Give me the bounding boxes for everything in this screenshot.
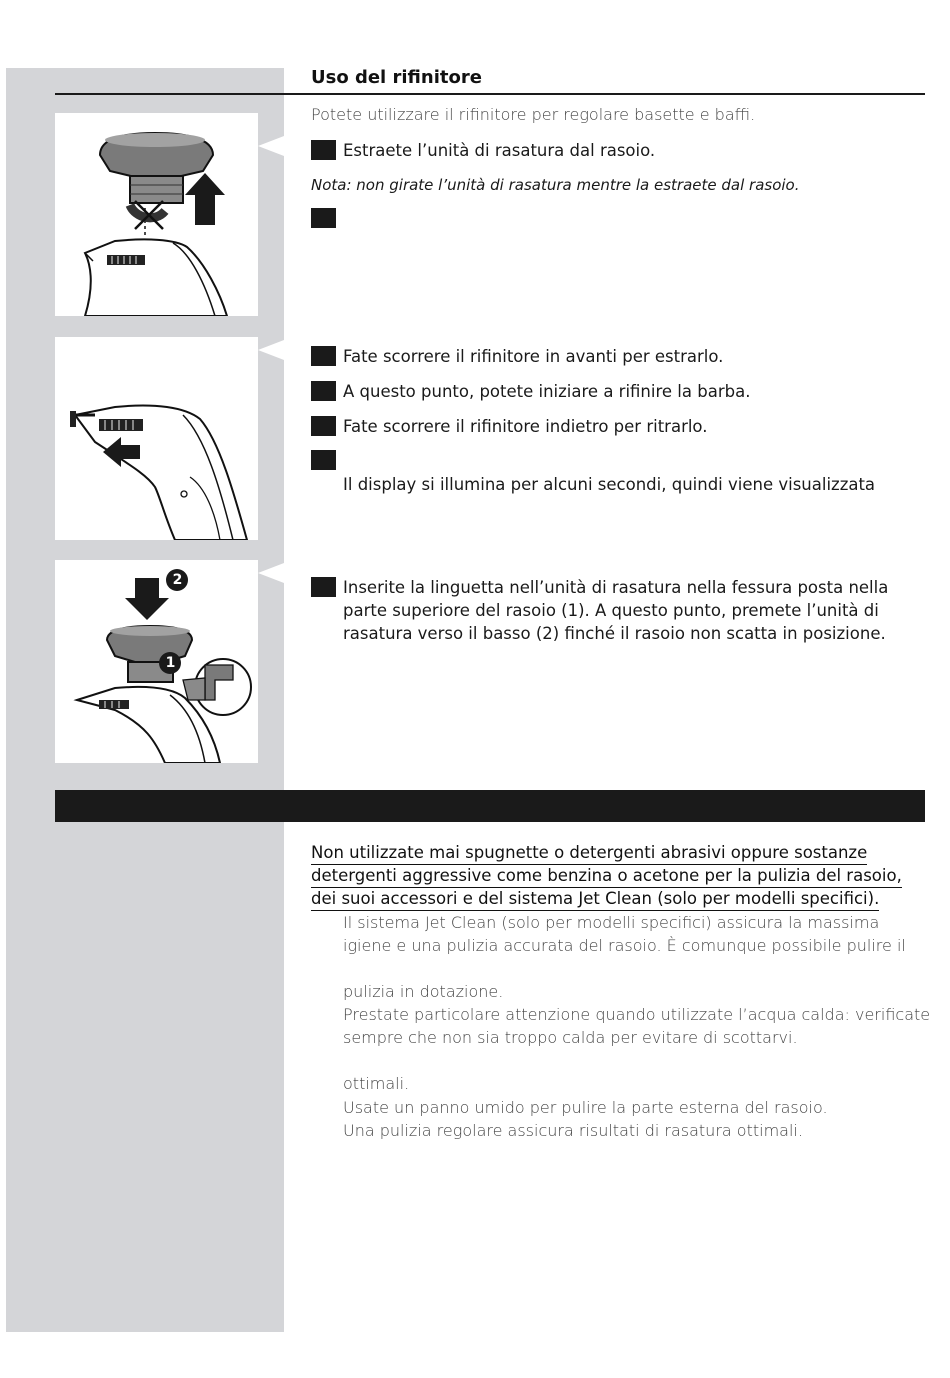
- step-slide-back: Fate scorrere il rifinitore indietro per ritrarlo.: [343, 417, 708, 436]
- step-marker: [311, 381, 336, 401]
- step-slide-out: Fate scorrere il rifinitore in avanti per estrarlo.: [343, 347, 724, 366]
- cleaning-line: pulizia in dotazione.: [343, 982, 504, 1001]
- cleaning-line: igiene e una pulizia accurata del rasoio. È comunque possibile pulire il: [343, 936, 906, 955]
- title-rule: [55, 93, 925, 95]
- display-text: Il display si illumina per alcuni secondi, quindi viene visualizzata: [343, 475, 876, 494]
- step-trim: A questo punto, potete iniziare a rifinire la barba.: [343, 382, 751, 401]
- illustration-pointer: [258, 563, 284, 583]
- badge-1-label: 1: [165, 655, 176, 671]
- illustration-trimmer-slide: [55, 337, 258, 540]
- illustration-pointer: [258, 136, 284, 156]
- section-band: [55, 790, 925, 822]
- cleaning-line: sempre che non sia troppo calda per evitare di scottarvi.: [343, 1028, 798, 1047]
- badge-2-label: 2: [172, 572, 183, 588]
- remove-head-drawing: [55, 113, 258, 316]
- step-marker: [311, 577, 336, 597]
- step-attach-line-2: parte superiore del rasoio (1). A questo punto, premete l’unità di: [343, 601, 879, 620]
- illustration-remove-head: [55, 113, 258, 316]
- step-remove-head: Estraete l’unità di rasatura dal rasoio.: [343, 141, 656, 160]
- step-marker: [311, 208, 336, 228]
- step-marker: [311, 140, 336, 160]
- section-title: Uso del rifinitore: [311, 67, 482, 88]
- illustration-attach-head: [55, 560, 258, 763]
- step-marker: [311, 416, 336, 436]
- step-attach-line-3: rasatura verso il basso (2) finché il rasoio non scatta in posizione.: [343, 624, 886, 643]
- attach-head-drawing: [55, 560, 258, 763]
- cleaning-line: Usate un panno umido per pulire la parte esterna del rasoio.: [343, 1098, 828, 1117]
- step-marker: [311, 450, 336, 470]
- warning-line-2: detergenti aggressive come benzina o acetone per la pulizia del rasoio,: [311, 865, 902, 888]
- warning-line-1: Non utilizzate mai spugnette o detergenti abrasivi oppure sostanze: [311, 842, 867, 865]
- warning-line-3: dei suoi accessori e del sistema Jet Clean (solo per modelli specifici).: [311, 888, 879, 911]
- intro-text: Potete utilizzare il rifinitore per regolare basette e baffi.: [311, 105, 756, 124]
- note-text: Nota: non girate l’unità di rasatura mentre la estraete dal rasoio.: [311, 176, 800, 194]
- step-attach-line-1: Inserite la linguetta nell’unità di rasatura nella fessura posta nella: [343, 578, 889, 597]
- cleaning-line: Il sistema Jet Clean (solo per modelli specifici) assicura la massima: [343, 913, 880, 932]
- illustration-pointer: [258, 340, 284, 360]
- cleaning-line: Prestate particolare attenzione quando utilizzate l’acqua calda: verificate: [343, 1005, 931, 1024]
- trimmer-slide-drawing: [55, 337, 258, 540]
- cleaning-line: Una pulizia regolare assicura risultati di rasatura ottimali.: [343, 1121, 803, 1140]
- step-marker: [311, 346, 336, 366]
- cleaning-line: ottimali.: [343, 1074, 410, 1093]
